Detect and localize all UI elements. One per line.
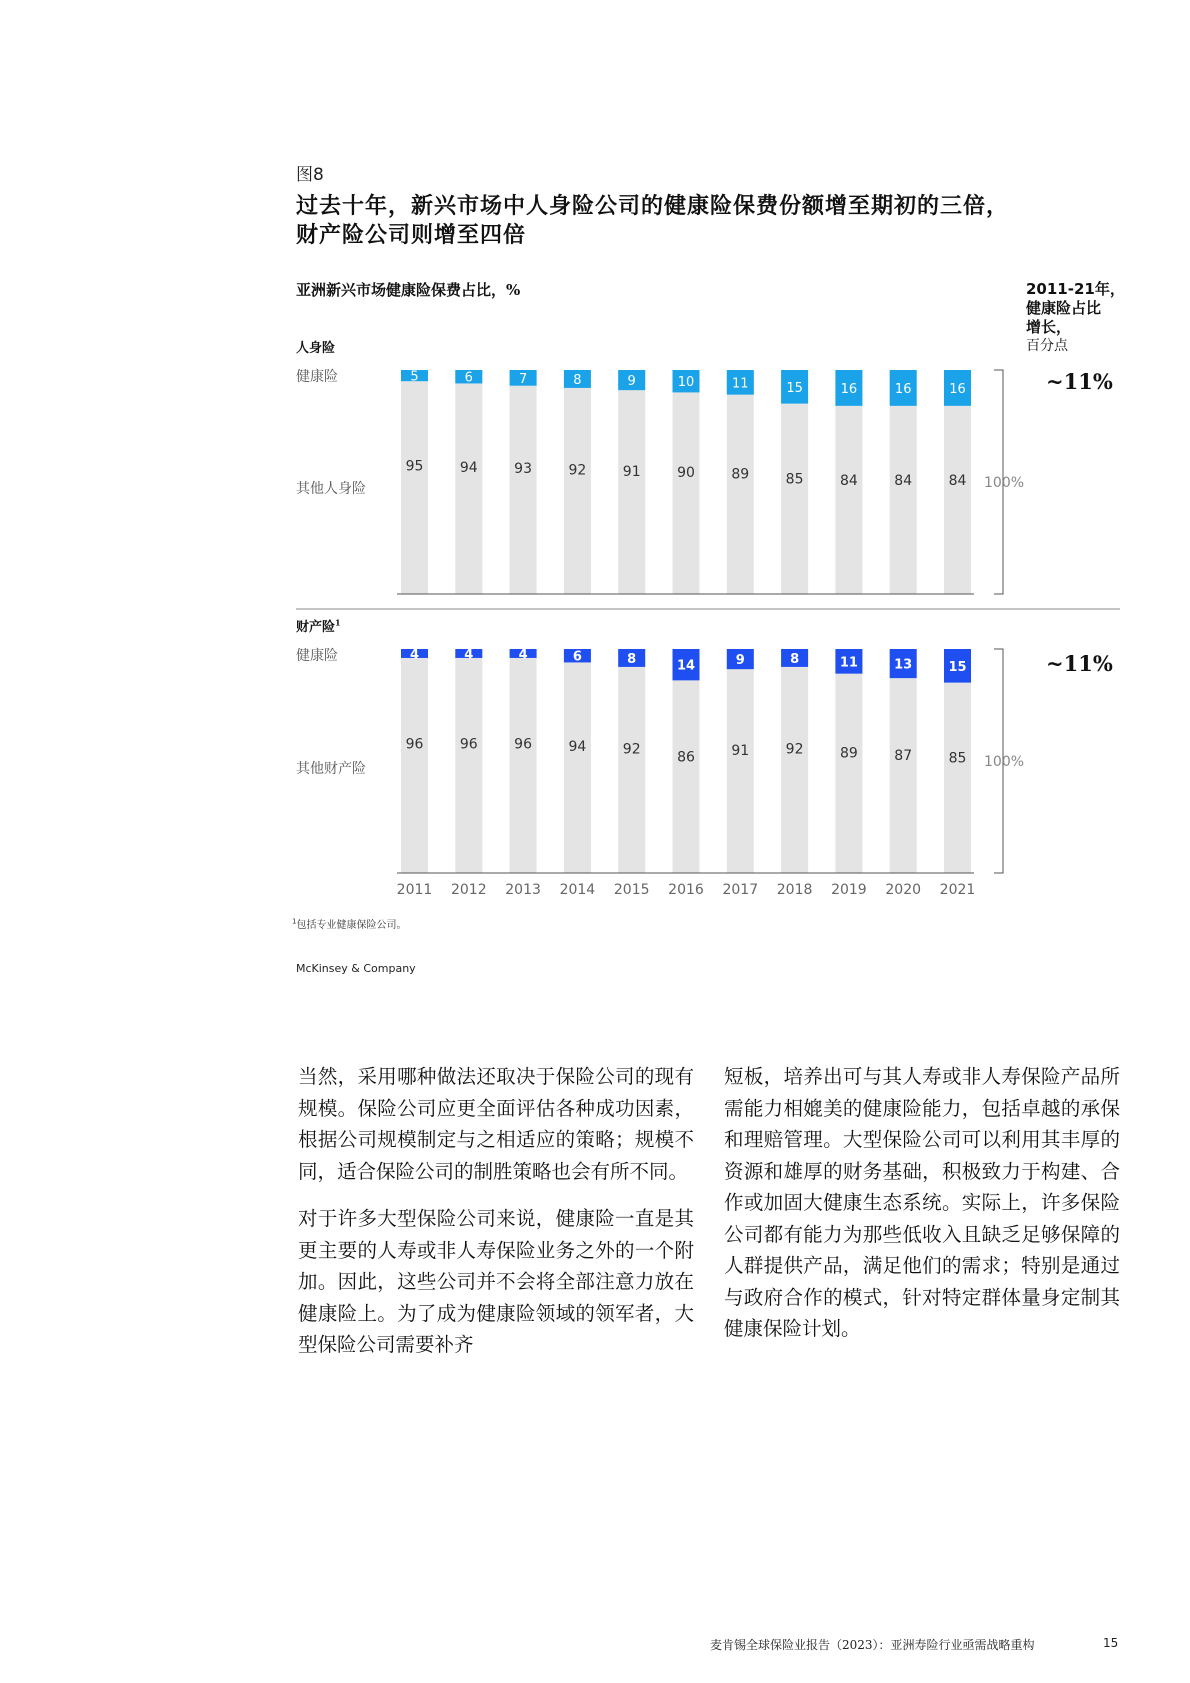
figure-label: 图8 [296,165,324,185]
x-tick-label: 2021 [939,882,976,898]
bar-other [564,649,591,873]
bar-other-label: 96 [459,736,478,753]
total-label: 100% [984,754,1025,770]
x-tick-label: 2016 [668,882,704,898]
bar-health-label: 13 [894,657,913,673]
x-tick-label: 2013 [505,882,541,898]
bar-health-label: 5 [410,369,419,385]
bar-other [618,649,645,873]
bar-health-label: 8 [627,651,637,667]
bar-health-label: 14 [676,658,696,674]
bar-other [564,370,591,594]
bar-health-label: 11 [732,376,749,392]
property-section-label-text: 财产险 [296,620,336,635]
bar-health-label: 4 [464,647,474,663]
life-other-row-label: 其他人身险 [296,481,366,497]
growth-header-line-1: 2011-21年， [1026,280,1125,298]
body-paragraph: 对于许多大型保险公司来说，健康险一直是其更主要的人寿或非人寿保险业务之外的一个附加。因此，这些公司并不会将全部注意力放在健康险上。为了成为健康险领域的领军者，大型保险公司需要补齐 [298,1207,694,1356]
bar-other-label: 85 [785,471,804,488]
page-number: 15 [1103,1636,1119,1650]
x-tick-label: 2014 [559,882,596,898]
growth-header-line-3: 增长， [1026,318,1072,336]
body-left-column [298,1061,694,1377]
bar-health-label: 9 [627,374,636,390]
bar-other [401,370,428,594]
bar-health-label: 9 [735,653,745,669]
bar-other-label: 86 [677,749,695,766]
bar-health-label: 11 [839,655,858,671]
bar-other [455,649,482,873]
property-health-row-label: 健康险 [296,648,338,664]
bar-health-label: 15 [948,659,967,675]
footnote [292,916,406,931]
x-tick-label: 2020 [885,882,922,898]
bar-health-label: 16 [840,381,858,397]
growth-header-line-2: 健康险占比 [1026,299,1102,317]
bar-health-label: 8 [790,651,800,667]
bar-other-label: 89 [839,745,858,762]
bar-other [781,649,808,873]
bar-other-label: 84 [894,472,913,489]
property-section-footnote-mark: 1 [335,617,341,628]
bar-health-label: 15 [786,380,803,396]
bar-health-label: 16 [949,381,966,397]
bar-other-label: 91 [731,742,750,759]
property-growth-value: ~11% [1046,651,1113,676]
bar-health-label: 8 [573,372,582,388]
bar-other-label: 87 [894,747,913,764]
bar-health-label: 4 [518,647,528,663]
bar-other-label: 94 [568,738,587,755]
body-paragraph: 短板，培养出可与其人寿或非人寿保险产品所需能力相媲美的健康险能力，包括卓越的承保和理赔管理。大型保险公司可以利用其丰厚的资源和雄厚的财务基础，积极致力于构建、合作或加固大健康生态系统。实际上，许多保险公司都有能力为那些低收入且缺乏足够保障的人群提供产品，满足他们的需求；特别是通过与政府合作的模式，针对特定群体量身定制其健康保险计划。 [724,1065,1120,1340]
bar-health-label: 7 [518,371,528,387]
bar-other [510,370,537,594]
bar-health-label: 4 [409,647,420,663]
bar-other-label: 92 [568,462,587,479]
x-tick-label: 2011 [396,882,433,898]
bar-health-label: 6 [572,649,582,665]
body-paragraph: 当然，采用哪种做法还取决于保险公司的现有规模。保险公司应更全面评估各种成功因素，根据公司规模制定与之相适应的策略；规模不同，适合保险公司的制胜策略也会有所不同。 [298,1065,694,1183]
bar-other-label: 85 [948,750,967,767]
footnote-text: 包括专业健康保险公司。 [296,920,407,931]
bar-health-label: 10 [677,375,695,391]
x-tick-label: 2017 [722,882,759,898]
bar-other-label: 93 [514,461,533,478]
bar-other [673,370,700,594]
bar-health-label: 16 [894,381,912,397]
x-tick-label: 2019 [831,882,867,898]
bar-other-label: 91 [622,463,641,480]
bar-other-label: 96 [405,736,424,753]
bar-other-label: 96 [514,736,533,753]
bar-other [727,649,754,873]
bar-other [455,370,482,594]
bar-other-label: 84 [948,472,967,489]
bar-other-label: 92 [622,741,641,758]
page-footer-title: 麦肯锡全球保险业报告（2023）：亚洲寿险行业亟需战略重构 [710,1638,1035,1652]
footnote-mark: 1 [292,917,297,926]
total-label: 100% [984,475,1025,491]
body-right-column [724,1061,1120,1361]
x-tick-label: 2015 [613,882,650,898]
x-tick-label: 2012 [450,882,487,898]
bar-health-label: 6 [464,370,473,386]
bar-other-label: 89 [731,466,750,483]
life-health-row-label: 健康险 [296,369,338,385]
source-credit: McKinsey & Company [296,962,416,975]
x-tick-label: 2018 [776,882,813,898]
bar-other-label: 95 [405,458,424,475]
bar-other-label: 92 [785,741,804,758]
life-section-label-text: 人身险 [296,341,336,356]
bar-other-label: 94 [459,459,478,476]
bar-other [618,370,645,594]
growth-header-line-4: 百分点 [1026,338,1068,354]
figure-title-line-2: 财产险公司则增至四倍 [296,222,527,248]
life-growth-value: ~11% [1046,369,1113,394]
chart-subtitle: 亚洲新兴市场健康险保费占比，% [296,281,521,299]
bar-other [401,649,428,873]
figure-title-line-1: 过去十年，新兴市场中人身险公司的健康险保费份额增至期初的三倍， [296,193,1010,219]
bar-other-label: 90 [677,465,695,482]
property-other-row-label: 其他财产险 [296,761,366,777]
bar-other-label: 84 [839,472,858,489]
bar-other [510,649,537,873]
